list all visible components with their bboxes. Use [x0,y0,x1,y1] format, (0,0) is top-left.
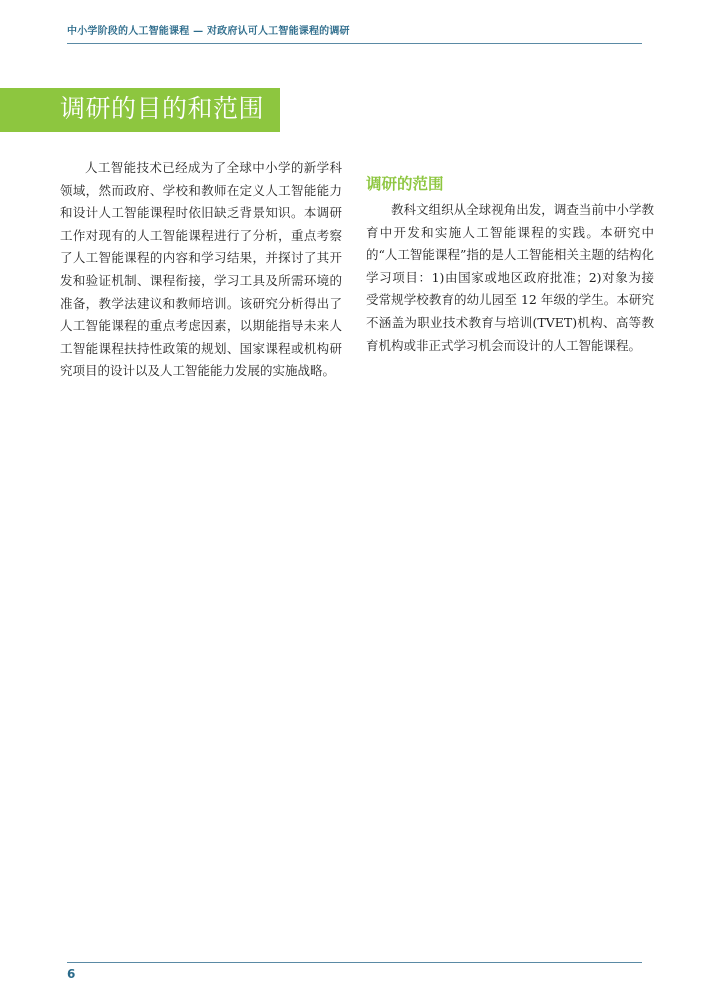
footer-divider [67,962,642,963]
page-number: 6 [67,967,76,981]
header-divider [67,43,642,44]
purpose-paragraph: 人工智能技术已经成为了全球中小学的新学科领域，然而政府、学校和教师在定义人工智能能力和设计人工智能课程时依旧缺乏背景知识。本调研工作对现有的人工智能课程进行了分析，重点考察了人工智能课程的内容和学习结果，并探讨了其开发和验证机制、课程衔接，学习工具及所需环境的准备，教学法建议和教师培训。该研究分析得出了人工智能课程的重点考虑因素，以期能指导未来人工智能课程扶持性政策的规划、国家课程或机构研究项目的设计以及人工智能能力发展的实施战略。 [60,160,342,379]
scope-heading: 调研的范围 [366,175,444,193]
section-title-band [0,88,280,132]
left-column [60,157,342,383]
right-column [366,199,654,357]
scope-paragraph: 教科文组织从全球视角出发，调查当前中小学教育中开发和实施人工智能课程的实践。本研究中的“人工智能课程”指的是人工智能相关主题的结构化学习项目：1)由国家或地区政府批准；2)对象为接受常规学校教育的幼儿园至 12 年级的学生。本研究不涵盖为职业技术教育与培训(TVET)机构、高等教育机构或非正式学习机会而设计的人工智能课程。 [366,202,654,353]
section-title: 调研的目的和范围 [60,94,265,123]
running-header: 中小学阶段的人工智能课程 — 对政府认可人工智能课程的调研 [67,26,350,37]
